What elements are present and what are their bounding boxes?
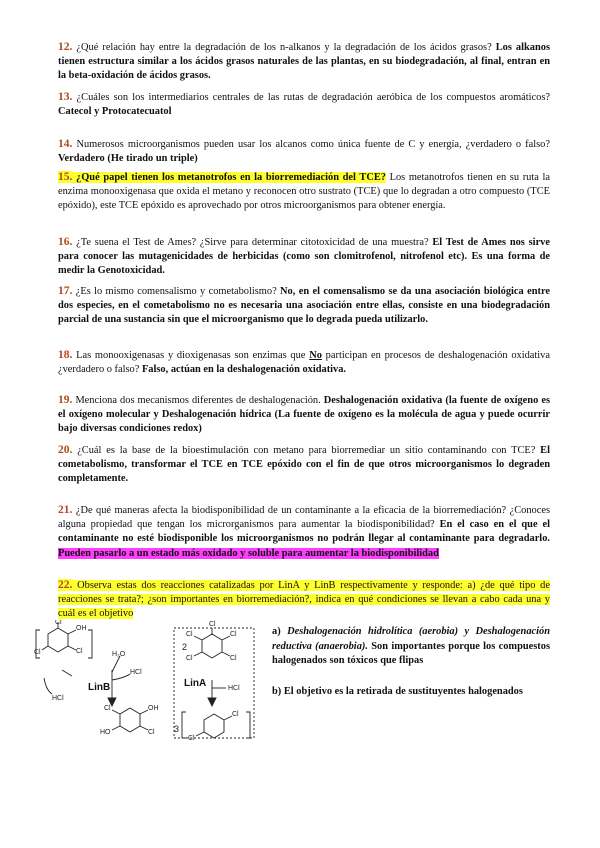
cl-label-a2: Cl (230, 631, 237, 638)
answer-a-rest: Son importantes porque los compuestos halogenados son tóxicos que flipas (272, 640, 550, 666)
hcl-label-2: HCl (52, 695, 64, 702)
question-13 (58, 90, 550, 119)
hcl-label-a: HCl (228, 685, 240, 692)
reaction-figure (0, 620, 270, 745)
question-22 (58, 578, 550, 622)
question-text: ¿Te suena el Test de Ames? ¿Sirve para determinar citotoxicidad de una muestra? (72, 237, 433, 248)
ho-label: HO (100, 729, 111, 736)
question-number: 14. (58, 138, 73, 150)
coef-3: 3 (174, 724, 180, 734)
cl-label-a4: Cl (186, 655, 193, 662)
question-number: 18. (58, 349, 73, 361)
question-text: ¿Cuál es la base de la bioestimulación con metano para biorremediar un sitio contaminando con TCE? (72, 445, 541, 456)
cyclohexane-ring-reactant-a (202, 634, 222, 658)
answer-text: Los metanotrofos tienen en su ruta la enzima monooxigenasa que oxida el metano y reconocen otro sustrato (TCE) que lo degradan a otro compuesto (TCE epóxido), este TCE epóxido es aprovechado por otros microorganismos para obtener energía. (58, 172, 550, 212)
question-number: 12. (58, 41, 73, 53)
answer-text-highlighted: Pueden pasarlo a un estado más oxidado y soluble para aumentar la biodisponibilidad (58, 547, 439, 559)
question-text: ¿Es lo mismo comensalismo y cometabolismo? (72, 286, 281, 297)
question-text: ¿De qué maneras afecta la biodisponibilidad de un contaminante a la eficacia de la biorremediación? ¿Conoces alguna propiedad que tengan los microrganismos para aumentar la biodisponibilidad? (58, 505, 550, 531)
answer-text: Verdadero (He tirado un triple) (58, 153, 198, 165)
oh-label-1: OH (76, 625, 87, 632)
answer-b-text: b) El objetivo es la retirada de sustituyentes halogenados (272, 686, 523, 697)
question-19 (58, 393, 550, 437)
question-number: 19. (58, 394, 73, 406)
cl-label-a5: Cl (186, 631, 193, 638)
answer-a-label: a) (272, 626, 288, 637)
cl-label-5: Cl (104, 705, 111, 712)
oh-label-2: OH (148, 705, 159, 712)
question-number: 16. (58, 236, 73, 248)
coef-2: 2 (182, 642, 188, 652)
enzyme-lina-label: LinA (184, 678, 207, 689)
cl-label-a1: Cl (209, 621, 216, 628)
question-number: 17. (58, 285, 73, 297)
question-14 (58, 137, 550, 166)
question-text: ¿Qué relación hay entre la degradación de los n-alkanos y la degradación de los ácidos grasos? (72, 42, 496, 53)
enzyme-linb-label: LinB (88, 682, 111, 693)
answer-text: Los alkanos tienen estructura similar a los ácidos grasos naturales de las plantas, en su biodegradación, al final, entran en la beta-oxidación de ácidos grasos. (58, 42, 551, 82)
cl-label-a6: Cl (232, 711, 239, 718)
cl-label-2: Cl (76, 648, 83, 655)
benzene-ring-reactant-b (48, 628, 68, 652)
question-21 (58, 503, 550, 561)
question-number: 15. (58, 171, 73, 183)
question-number: 20. (58, 444, 73, 456)
question-text-rest: participan en procesos de deshalogenación oxidativa ¿verdadero o falso? (58, 350, 550, 376)
cl-label-a3: Cl (230, 655, 237, 662)
question-12 (58, 40, 550, 84)
arrow-h2o (112, 656, 120, 672)
cl-label-1: Cl (55, 620, 62, 626)
question-text: Menciona dos mecanismos diferentes de deshalogenación. (72, 395, 324, 406)
question-number: 13. (58, 91, 73, 103)
cl-label-3: Cl (34, 649, 41, 656)
cl-label-4: Cl (148, 729, 155, 736)
question-text: ¿Cuáles son los intermediarios centrales de las rutas de degradación aeróbica de los compuestos aromáticos? (72, 92, 550, 103)
question-text-highlighted: Observa estas dos reacciones catalizadas por LinA y LinB respectivamente y responde: a) ¿de qué tipo de reacciones se trata?; ¿son importantes en biorremediación?, indica en qué condiciones se llevan a cabo cada una y cuál es el objetivo (58, 580, 550, 620)
arrow-hcl-left (44, 678, 52, 694)
question-15 (58, 170, 550, 214)
answer-text: El cometabolismo, transformar el TCE en TCE epóxido con el fin de que otros microorganismos lo degraden completamente. (58, 445, 550, 485)
question-text: Las monooxigenasas y dioxigenasas son enzimas que (72, 350, 310, 361)
answer-text: No, en el comensalismo se da una asociación biológica entre dos especies, en el cometabolismo no es necesaria una asociación entre ellas, consiste en una biodegradación parcial de una sustancia sin que el microorganismo que lo degrada pueda utilizarlo. (58, 286, 550, 326)
question-text-no: No (309, 350, 322, 361)
question-number: 21. (58, 504, 73, 516)
answer-text: El Test de Ames nos sirve para conocer las mutagenicidades de herbicidas (como son clomitrofenol, nitrofenol etc). Es una forma de medir la Genotoxicidad. (58, 237, 550, 277)
arrow-hcl-b (112, 674, 130, 680)
question-18 (58, 348, 550, 377)
question-16 (58, 235, 550, 279)
answer-22b (272, 685, 550, 700)
question-text-highlighted: ¿Qué papel tienen los metanotrofos en la biorremediación del TCE? (72, 172, 386, 183)
benzene-ring-product-b (120, 708, 140, 732)
bracket-right (88, 630, 92, 658)
hcl-label-1: HCl (130, 669, 142, 676)
question-17 (58, 284, 550, 328)
cl-label-a7: Cl (188, 735, 195, 742)
question-number: 22. (58, 579, 73, 591)
answer-a-italic: Deshalogenación hidrolítica (aerobia) y Deshalogenación reductiva (anaerobia). (272, 626, 550, 652)
answer-text: Deshalogenación oxidativa (la fuente de oxígeno es el oxígeno molecular y Deshalogenación hídrica (La fuente de oxígeno es la molécula de agua y puede ocurrir bajo diversas condiciones redox) (58, 395, 550, 435)
arrow-head-lina (208, 698, 216, 706)
answer-text: En el caso en el que el contaminante no esté biodisponible los microorganismos no podrán llegar al contaminante para degradarlo. (58, 519, 551, 545)
question-20 (58, 443, 550, 487)
h2o-label: H₂O (112, 651, 126, 658)
question-text: Numerosos microorganismos pueden usar los alcanos como única fuente de C y energía, ¿verdadero o falso? (72, 139, 550, 150)
answer-22a (272, 625, 550, 669)
answer-text: Catecol y Protocatecuatol (58, 106, 172, 118)
answer-text: Falso, actúan en la deshalogenación oxidativa. (141, 364, 347, 376)
benzene-ring-product-a (204, 714, 224, 738)
